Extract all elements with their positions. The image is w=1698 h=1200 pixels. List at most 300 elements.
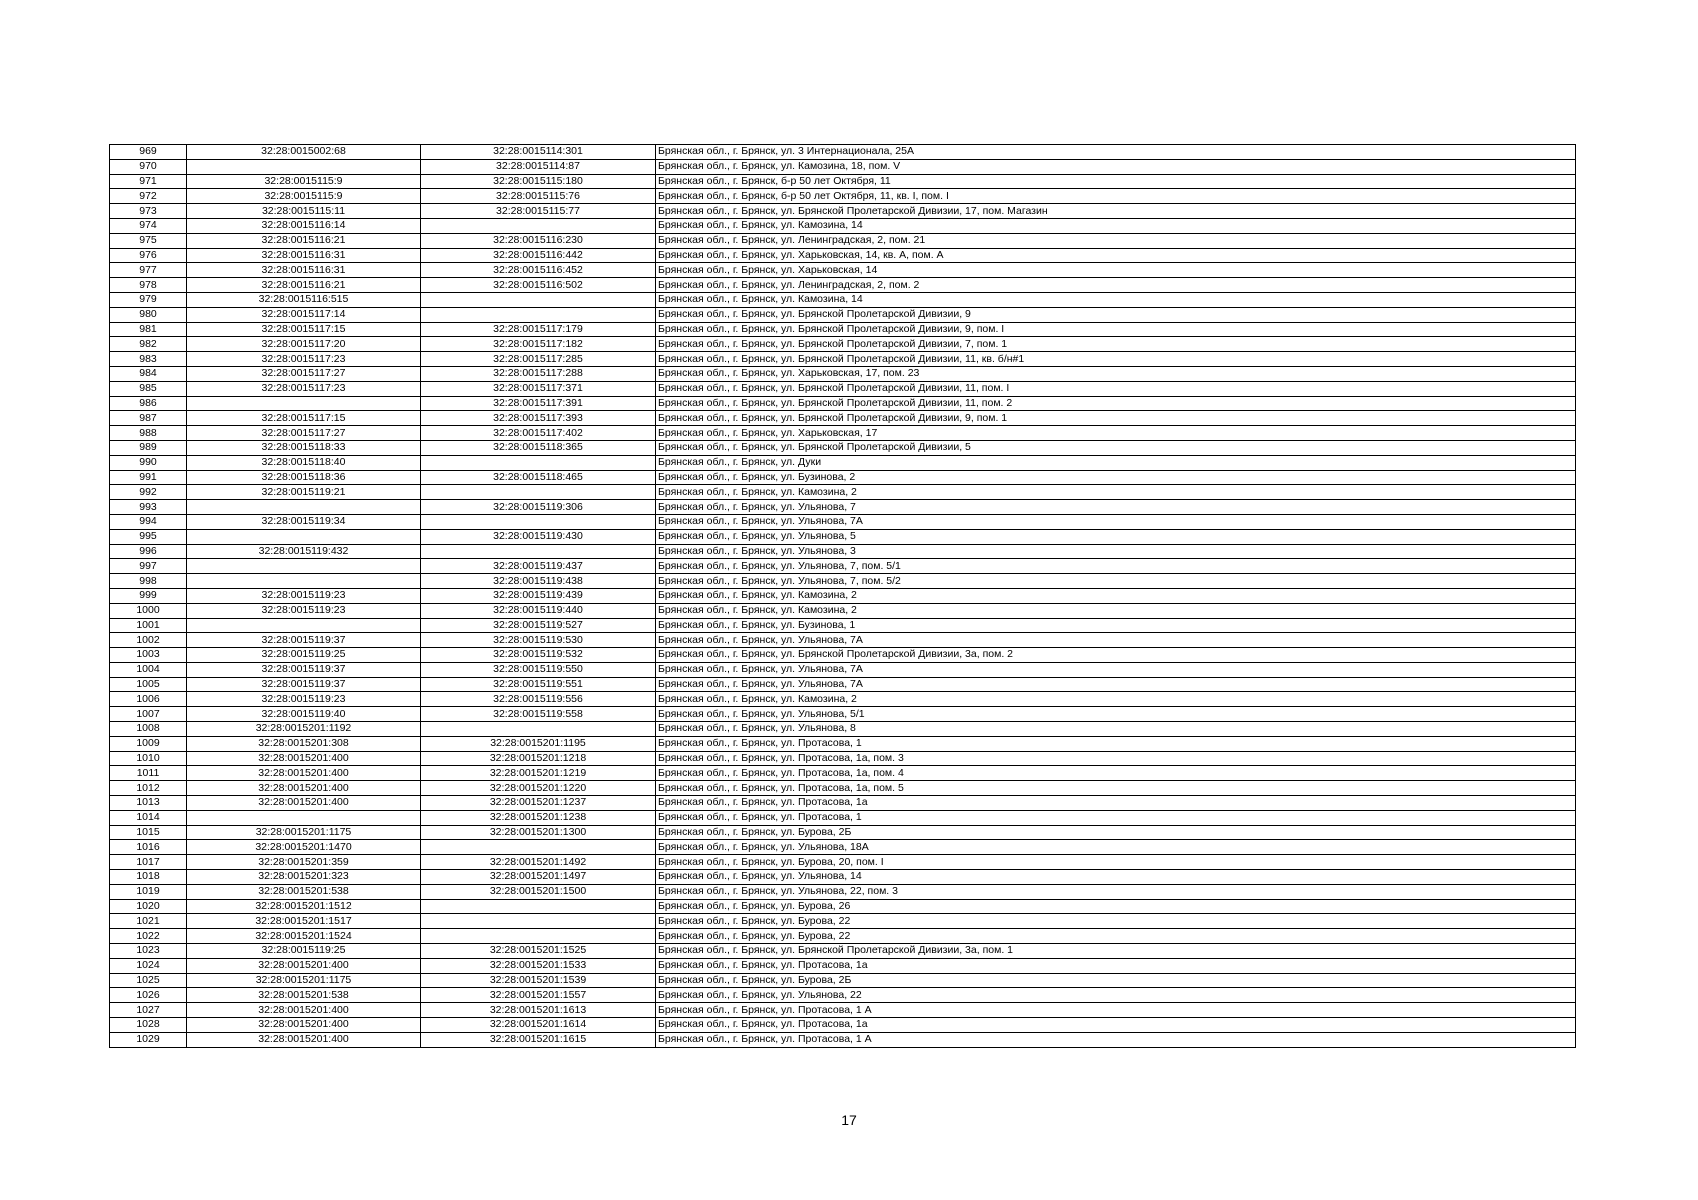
object-cadastral-number-cell [421,485,656,500]
cadastral-number-cell: 32:28:0015201:400 [187,766,421,781]
cadastral-number-cell: 32:28:0015201:1512 [187,899,421,914]
row-number-cell: 1006 [110,692,187,707]
object-cadastral-number-cell: 32:28:0015201:1219 [421,766,656,781]
object-cadastral-number-cell: 32:28:0015115:180 [421,174,656,189]
cadastral-number-cell: 32:28:0015201:1192 [187,722,421,737]
object-cadastral-number-cell: 32:28:0015119:306 [421,500,656,515]
row-number-cell: 1001 [110,618,187,633]
row-number-cell: 994 [110,514,187,529]
row-number-cell: 971 [110,174,187,189]
cadastral-number-cell: 32:28:0015119:21 [187,485,421,500]
object-cadastral-number-cell: 32:28:0015117:393 [421,411,656,426]
table-row [110,796,1576,811]
page-number: 17 [841,1112,857,1128]
row-number-cell: 1027 [110,1003,187,1018]
object-cadastral-number-cell: 32:28:0015201:1238 [421,810,656,825]
row-number-cell: 1012 [110,781,187,796]
table-row [110,855,1576,870]
address-cell: Брянская обл., г. Брянск, ул. Бузинова, 1 [656,618,1576,633]
address-cell: Брянская обл., г. Брянск, ул. Ульянова, 22 [656,988,1576,1003]
object-cadastral-number-cell: 32:28:0015117:182 [421,337,656,352]
row-number-cell: 993 [110,500,187,515]
cadastral-number-cell: 32:28:0015201:1175 [187,973,421,988]
object-cadastral-number-cell: 32:28:0015201:1300 [421,825,656,840]
table-row [110,722,1576,737]
object-cadastral-number-cell [421,455,656,470]
object-cadastral-number-cell [421,218,656,233]
cadastral-number-cell: 32:28:0015201:1470 [187,840,421,855]
row-number-cell: 975 [110,233,187,248]
registry-table-body [110,145,1576,1048]
table-row [110,352,1576,367]
address-cell: Брянская обл., г. Брянск, ул. Брянской Пролетарской Дивизии, 17, пом. Магазин [656,204,1576,219]
row-number-cell: 1028 [110,1018,187,1033]
address-cell: Брянская обл., г. Брянск, ул. Ульянова, 18А [656,840,1576,855]
address-cell: Брянская обл., г. Брянск, ул. Протасова, 1а [656,796,1576,811]
cadastral-number-cell: 32:28:0015119:25 [187,648,421,663]
cadastral-number-cell: 32:28:0015116:31 [187,248,421,263]
cadastral-number-cell [187,559,421,574]
object-cadastral-number-cell: 32:28:0015115:77 [421,204,656,219]
cadastral-number-cell: 32:28:0015116:14 [187,218,421,233]
row-number-cell: 1029 [110,1032,187,1047]
table-row [110,544,1576,559]
address-cell: Брянская обл., г. Брянск, ул. Брянской Пролетарской Дивизии, 11, кв. б/н#1 [656,352,1576,367]
cadastral-number-cell: 32:28:0015201:400 [187,1018,421,1033]
address-cell: Брянская обл., г. Брянск, ул. Бурова, 26 [656,899,1576,914]
address-cell: Брянская обл., г. Брянск, ул. Ульянова, 7, пом. 5/1 [656,559,1576,574]
row-number-cell: 1022 [110,929,187,944]
table-row [110,751,1576,766]
address-cell: Брянская обл., г. Брянск, ул. Камозина, 2 [656,588,1576,603]
cadastral-number-cell: 32:28:0015117:23 [187,381,421,396]
address-cell: Брянская обл., г. Брянск, ул. Протасова, 1а, пом. 4 [656,766,1576,781]
table-row [110,958,1576,973]
object-cadastral-number-cell: 32:28:0015115:76 [421,189,656,204]
cadastral-number-cell: 32:28:0015119:23 [187,603,421,618]
row-number-cell: 1015 [110,825,187,840]
row-number-cell: 1000 [110,603,187,618]
object-cadastral-number-cell: 32:28:0015117:288 [421,366,656,381]
cadastral-number-cell: 32:28:0015117:15 [187,411,421,426]
object-cadastral-number-cell [421,929,656,944]
row-number-cell: 974 [110,218,187,233]
object-cadastral-number-cell [421,722,656,737]
row-number-cell: 976 [110,248,187,263]
address-cell: Брянская обл., г. Брянск, ул. Харьковская, 17, пом. 23 [656,366,1576,381]
cadastral-number-cell [187,810,421,825]
cadastral-number-cell [187,529,421,544]
table-row [110,500,1576,515]
row-number-cell: 979 [110,292,187,307]
object-cadastral-number-cell: 32:28:0015201:1614 [421,1018,656,1033]
address-cell: Брянская обл., г. Брянск, ул. Брянской Пролетарской Дивизии, 3а, пом. 1 [656,944,1576,959]
object-cadastral-number-cell [421,544,656,559]
row-number-cell: 1007 [110,707,187,722]
address-cell: Брянская обл., г. Брянск, ул. Харьковская, 17 [656,426,1576,441]
row-number-cell: 980 [110,307,187,322]
row-number-cell: 1013 [110,796,187,811]
address-cell: Брянская обл., г. Брянск, б-р 50 лет Октября, 11, кв. I, пом. I [656,189,1576,204]
table-row [110,455,1576,470]
table-row [110,677,1576,692]
address-cell: Брянская обл., г. Брянск, ул. Ленинградская, 2, пом. 21 [656,233,1576,248]
address-cell: Брянская обл., г. Брянск, ул. Камозина, 2 [656,603,1576,618]
row-number-cell: 983 [110,352,187,367]
table-row [110,248,1576,263]
object-cadastral-number-cell: 32:28:0015116:230 [421,233,656,248]
object-cadastral-number-cell [421,840,656,855]
address-cell: Брянская обл., г. Брянск, ул. Брянской Пролетарской Дивизии, 9, пом. 1 [656,411,1576,426]
address-cell: Брянская обл., г. Брянск, ул. Протасова, 1а, пом. 5 [656,781,1576,796]
cadastral-number-cell: 32:28:0015201:400 [187,796,421,811]
row-number-cell: 989 [110,440,187,455]
object-cadastral-number-cell: 32:28:0015119:530 [421,633,656,648]
row-number-cell: 970 [110,159,187,174]
object-cadastral-number-cell: 32:28:0015116:442 [421,248,656,263]
row-number-cell: 986 [110,396,187,411]
cadastral-number-cell: 32:28:0015117:27 [187,366,421,381]
row-number-cell: 1021 [110,914,187,929]
object-cadastral-number-cell: 32:28:0015119:439 [421,588,656,603]
object-cadastral-number-cell: 32:28:0015119:440 [421,603,656,618]
table-row [110,307,1576,322]
table-row [110,840,1576,855]
row-number-cell: 981 [110,322,187,337]
row-number-cell: 995 [110,529,187,544]
table-row [110,988,1576,1003]
object-cadastral-number-cell: 32:28:0015201:1525 [421,944,656,959]
row-number-cell: 1003 [110,648,187,663]
table-row [110,1032,1576,1047]
address-cell: Брянская обл., г. Брянск, ул. Протасова, 1а [656,958,1576,973]
table-row [110,973,1576,988]
object-cadastral-number-cell [421,307,656,322]
object-cadastral-number-cell: 32:28:0015119:550 [421,662,656,677]
table-row [110,736,1576,751]
object-cadastral-number-cell: 32:28:0015117:285 [421,352,656,367]
row-number-cell: 991 [110,470,187,485]
address-cell: Брянская обл., г. Брянск, ул. Брянской Пролетарской Дивизии, 5 [656,440,1576,455]
address-cell: Брянская обл., г. Брянск, ул. Бурова, 2Б [656,825,1576,840]
cadastral-number-cell: 32:28:0015117:27 [187,426,421,441]
cadastral-number-cell: 32:28:0015118:33 [187,440,421,455]
object-cadastral-number-cell [421,514,656,529]
row-number-cell: 1019 [110,884,187,899]
row-number-cell: 1018 [110,870,187,885]
address-cell: Брянская обл., г. Брянск, ул. Ульянова, 7А [656,633,1576,648]
address-cell: Брянская обл., г. Брянск, ул. Ульянова, 8 [656,722,1576,737]
cadastral-number-cell: 32:28:0015119:25 [187,944,421,959]
row-number-cell: 982 [110,337,187,352]
row-number-cell: 988 [110,426,187,441]
address-cell: Брянская обл., г. Брянск, ул. Брянской Пролетарской Дивизии, 9, пом. I [656,322,1576,337]
cadastral-number-cell [187,500,421,515]
object-cadastral-number-cell: 32:28:0015201:1557 [421,988,656,1003]
row-number-cell: 1011 [110,766,187,781]
cadastral-number-cell: 32:28:0015119:432 [187,544,421,559]
cadastral-number-cell: 32:28:0015116:515 [187,292,421,307]
address-cell: Брянская обл., г. Брянск, ул. Ульянова, 7 [656,500,1576,515]
object-cadastral-number-cell: 32:28:0015201:1195 [421,736,656,751]
cadastral-number-cell: 32:28:0015118:40 [187,455,421,470]
object-cadastral-number-cell: 32:28:0015201:1497 [421,870,656,885]
table-row [110,899,1576,914]
table-row [110,648,1576,663]
address-cell: Брянская обл., г. Брянск, ул. Брянской Пролетарской Дивизии, 11, пом. I [656,381,1576,396]
table-row [110,810,1576,825]
cadastral-number-cell: 32:28:0015118:36 [187,470,421,485]
cadastral-number-cell: 32:28:0015201:538 [187,988,421,1003]
object-cadastral-number-cell: 32:28:0015118:465 [421,470,656,485]
address-cell: Брянская обл., г. Брянск, ул. Брянской Пролетарской Дивизии, 7, пом. 1 [656,337,1576,352]
table-row [110,292,1576,307]
row-number-cell: 1002 [110,633,187,648]
cadastral-number-cell [187,618,421,633]
table-row [110,529,1576,544]
address-cell: Брянская обл., г. Брянск, ул. Камозина, 2 [656,692,1576,707]
table-row [110,825,1576,840]
object-cadastral-number-cell: 32:28:0015201:1237 [421,796,656,811]
cadastral-number-cell: 32:28:0015201:308 [187,736,421,751]
object-cadastral-number-cell: 32:28:0015119:558 [421,707,656,722]
object-cadastral-number-cell: 32:28:0015201:1539 [421,973,656,988]
table-row [110,633,1576,648]
row-number-cell: 1024 [110,958,187,973]
cadastral-number-cell: 32:28:0015201:1517 [187,914,421,929]
address-cell: Брянская обл., г. Брянск, ул. Ульянова, 5/1 [656,707,1576,722]
address-cell: Брянская обл., г. Брянск, ул. Протасова, 1 [656,810,1576,825]
address-cell: Брянская обл., г. Брянск, ул. Брянской Пролетарской Дивизии, 9 [656,307,1576,322]
table-row [110,618,1576,633]
table-row [110,1018,1576,1033]
address-cell: Брянская обл., г. Брянск, ул. Ульянова, 7А [656,514,1576,529]
table-row [110,278,1576,293]
table-row [110,204,1576,219]
row-number-cell: 996 [110,544,187,559]
object-cadastral-number-cell: 32:28:0015201:1492 [421,855,656,870]
object-cadastral-number-cell: 32:28:0015201:1613 [421,1003,656,1018]
table-row [110,233,1576,248]
object-cadastral-number-cell: 32:28:0015201:1218 [421,751,656,766]
object-cadastral-number-cell: 32:28:0015119:551 [421,677,656,692]
table-row [110,263,1576,278]
row-number-cell: 1008 [110,722,187,737]
table-row [110,514,1576,529]
cadastral-number-cell: 32:28:0015119:23 [187,692,421,707]
row-number-cell: 969 [110,145,187,160]
row-number-cell: 978 [110,278,187,293]
cadastral-number-cell: 32:28:0015119:34 [187,514,421,529]
row-number-cell: 999 [110,588,187,603]
cadastral-number-cell [187,159,421,174]
cadastral-number-cell: 32:28:0015201:323 [187,870,421,885]
cadastral-number-cell: 32:28:0015201:400 [187,1003,421,1018]
row-number-cell: 1025 [110,973,187,988]
object-cadastral-number-cell: 32:28:0015117:402 [421,426,656,441]
row-number-cell: 1004 [110,662,187,677]
address-cell: Брянская обл., г. Брянск, ул. Ульянова, 7, пом. 5/2 [656,574,1576,589]
row-number-cell: 990 [110,455,187,470]
object-cadastral-number-cell: 32:28:0015117:179 [421,322,656,337]
cadastral-number-cell: 32:28:0015117:23 [187,352,421,367]
cadastral-number-cell: 32:28:0015201:1175 [187,825,421,840]
address-cell: Брянская обл., г. Брянск, ул. Бузинова, 2 [656,470,1576,485]
registry-table [109,144,1576,1048]
address-cell: Брянская обл., г. Брянск, ул. Ульянова, 7А [656,677,1576,692]
table-row [110,929,1576,944]
table-row [110,781,1576,796]
row-number-cell: 1020 [110,899,187,914]
address-cell: Брянская обл., г. Брянск, ул. Камозина, 2 [656,485,1576,500]
object-cadastral-number-cell: 32:28:0015119:556 [421,692,656,707]
object-cadastral-number-cell: 32:28:0015117:371 [421,381,656,396]
address-cell: Брянская обл., г. Брянск, ул. Харьковская, 14, кв. А, пом. А [656,248,1576,263]
address-cell: Брянская обл., г. Брянск, ул. Бурова, 22 [656,914,1576,929]
row-number-cell: 992 [110,485,187,500]
address-cell: Брянская обл., г. Брянск, ул. 3 Интернационала, 25А [656,145,1576,160]
object-cadastral-number-cell: 32:28:0015201:1220 [421,781,656,796]
object-cadastral-number-cell: 32:28:0015201:1500 [421,884,656,899]
row-number-cell: 1026 [110,988,187,1003]
cadastral-number-cell: 32:28:0015116:21 [187,278,421,293]
table-row [110,381,1576,396]
table-row [110,159,1576,174]
cadastral-number-cell: 32:28:0015119:40 [187,707,421,722]
address-cell: Брянская обл., г. Брянск, ул. Харьковская, 14 [656,263,1576,278]
table-row [110,944,1576,959]
table-row [110,692,1576,707]
address-cell: Брянская обл., г. Брянск, ул. Брянской Пролетарской Дивизии, 3а, пом. 2 [656,648,1576,663]
address-cell: Брянская обл., г. Брянск, ул. Камозина, 14 [656,292,1576,307]
row-number-cell: 1005 [110,677,187,692]
table-row [110,662,1576,677]
table-row [110,485,1576,500]
address-cell: Брянская обл., г. Брянск, ул. Брянской Пролетарской Дивизии, 11, пом. 2 [656,396,1576,411]
cadastral-number-cell: 32:28:0015119:37 [187,633,421,648]
object-cadastral-number-cell: 32:28:0015119:532 [421,648,656,663]
cadastral-number-cell: 32:28:0015201:359 [187,855,421,870]
table-row [110,189,1576,204]
address-cell: Брянская обл., г. Брянск, ул. Дуки [656,455,1576,470]
address-cell: Брянская обл., г. Брянск, ул. Бурова, 20, пом. I [656,855,1576,870]
address-cell: Брянская обл., г. Брянск, ул. Протасова, 1 [656,736,1576,751]
table-row [110,603,1576,618]
row-number-cell: 973 [110,204,187,219]
table-row [110,322,1576,337]
cadastral-number-cell: 32:28:0015119:23 [187,588,421,603]
table-row [110,588,1576,603]
object-cadastral-number-cell: 32:28:0015118:365 [421,440,656,455]
cadastral-number-cell: 32:28:0015117:14 [187,307,421,322]
cadastral-number-cell: 32:28:0015201:538 [187,884,421,899]
cadastral-number-cell: 32:28:0015201:1524 [187,929,421,944]
table-row [110,884,1576,899]
row-number-cell: 1016 [110,840,187,855]
table-row [110,707,1576,722]
address-cell: Брянская обл., г. Брянск, ул. Ленинградская, 2, пом. 2 [656,278,1576,293]
object-cadastral-number-cell: 32:28:0015119:527 [421,618,656,633]
row-number-cell: 972 [110,189,187,204]
cadastral-number-cell [187,574,421,589]
object-cadastral-number-cell: 32:28:0015114:87 [421,159,656,174]
cadastral-number-cell: 32:28:0015117:15 [187,322,421,337]
cadastral-number-cell: 32:28:0015115:9 [187,174,421,189]
object-cadastral-number-cell: 32:28:0015119:437 [421,559,656,574]
cadastral-number-cell: 32:28:0015116:31 [187,263,421,278]
object-cadastral-number-cell: 32:28:0015117:391 [421,396,656,411]
table-row [110,470,1576,485]
address-cell: Брянская обл., г. Брянск, ул. Ульянова, 5 [656,529,1576,544]
row-number-cell: 997 [110,559,187,574]
row-number-cell: 987 [110,411,187,426]
object-cadastral-number-cell: 32:28:0015119:430 [421,529,656,544]
table-row [110,559,1576,574]
address-cell: Брянская обл., г. Брянск, ул. Бурова, 2Б [656,973,1576,988]
row-number-cell: 998 [110,574,187,589]
table-row [110,870,1576,885]
object-cadastral-number-cell: 32:28:0015201:1533 [421,958,656,973]
object-cadastral-number-cell: 32:28:0015116:452 [421,263,656,278]
cadastral-number-cell: 32:28:0015201:400 [187,1032,421,1047]
object-cadastral-number-cell [421,292,656,307]
row-number-cell: 1010 [110,751,187,766]
table-row [110,366,1576,381]
address-cell: Брянская обл., г. Брянск, ул. Ульянова, 22, пом. 3 [656,884,1576,899]
table-row [110,426,1576,441]
object-cadastral-number-cell: 32:28:0015114:301 [421,145,656,160]
cadastral-number-cell: 32:28:0015201:400 [187,751,421,766]
address-cell: Брянская обл., г. Брянск, ул. Протасова, 1а, пом. 3 [656,751,1576,766]
table-row [110,766,1576,781]
row-number-cell: 1023 [110,944,187,959]
table-row [110,396,1576,411]
cadastral-number-cell: 32:28:0015002:68 [187,145,421,160]
cadastral-number-cell: 32:28:0015116:21 [187,233,421,248]
object-cadastral-number-cell: 32:28:0015116:502 [421,278,656,293]
address-cell: Брянская обл., г. Брянск, ул. Камозина, 18, пом. V [656,159,1576,174]
row-number-cell: 984 [110,366,187,381]
address-cell: Брянская обл., г. Брянск, ул. Протасова, 1 А [656,1003,1576,1018]
row-number-cell: 1017 [110,855,187,870]
cadastral-number-cell: 32:28:0015119:37 [187,662,421,677]
table-row [110,411,1576,426]
address-cell: Брянская обл., г. Брянск, б-р 50 лет Октября, 11 [656,174,1576,189]
table-row [110,218,1576,233]
cadastral-number-cell: 32:28:0015119:37 [187,677,421,692]
cadastral-number-cell [187,396,421,411]
address-cell: Брянская обл., г. Брянск, ул. Камозина, 14 [656,218,1576,233]
row-number-cell: 1009 [110,736,187,751]
object-cadastral-number-cell: 32:28:0015201:1615 [421,1032,656,1047]
address-cell: Брянская обл., г. Брянск, ул. Ульянова, 14 [656,870,1576,885]
cadastral-number-cell: 32:28:0015115:9 [187,189,421,204]
object-cadastral-number-cell: 32:28:0015119:438 [421,574,656,589]
address-cell: Брянская обл., г. Брянск, ул. Ульянова, 7А [656,662,1576,677]
table-row [110,574,1576,589]
table-row [110,440,1576,455]
row-number-cell: 1014 [110,810,187,825]
address-cell: Брянская обл., г. Брянск, ул. Протасова, 1 А [656,1032,1576,1047]
cadastral-number-cell: 32:28:0015117:20 [187,337,421,352]
cadastral-number-cell: 32:28:0015201:400 [187,781,421,796]
table-row [110,914,1576,929]
table-row [110,145,1576,160]
address-cell: Брянская обл., г. Брянск, ул. Бурова, 22 [656,929,1576,944]
table-row [110,1003,1576,1018]
row-number-cell: 977 [110,263,187,278]
cadastral-number-cell: 32:28:0015201:400 [187,958,421,973]
